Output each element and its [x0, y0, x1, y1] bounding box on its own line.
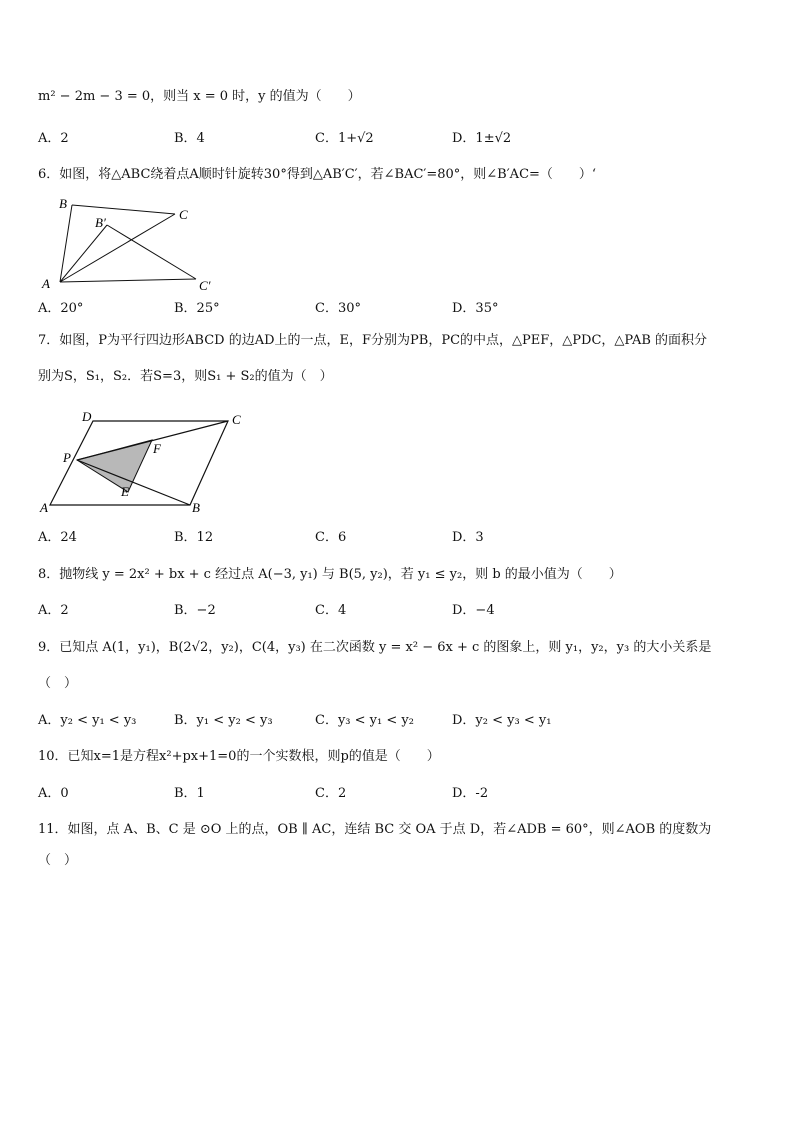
q10-option-d[interactable]: D．-2	[452, 786, 489, 801]
q7-label-a: A	[40, 500, 48, 515]
q7-stem-line1: 7．如图，P为平行四边形ABCD 的边AD上的一点，E，F分别为PB，PC的中点，△PEF，△PDC，△PAB 的面积分	[38, 333, 708, 348]
q6-segment-b1c1	[107, 225, 196, 279]
q10-options	[38, 785, 738, 803]
q7-label-c: C	[232, 412, 241, 427]
q6-segment-ac	[60, 214, 175, 282]
q6-label-b1: B′	[95, 215, 106, 230]
q8-stem: 8．抛物线 y = 2x² + bx + c 经过点 A(−3, y₁) 与 B(5, y₂)，若 y₁ ≤ y₂，则 b 的最小值为（ ）	[38, 567, 622, 582]
q6-label-a: A	[42, 276, 50, 291]
q9-option-b[interactable]: B．y₁ < y₂ < y₃	[174, 713, 273, 728]
q7-option-b[interactable]: B．12	[174, 530, 214, 545]
q10-option-b[interactable]: B．1	[174, 786, 205, 801]
q11-stem-line2: （ ）	[38, 853, 78, 868]
q5-option-d[interactable]: D．1±√2	[452, 131, 512, 146]
q7-stem-line2: 别为S，S₁，S₂．若S=3，则S₁ + S₂的值为（ ）	[38, 369, 333, 384]
q6-figure	[30, 192, 230, 292]
q7-figure	[30, 405, 260, 520]
q9-options	[38, 712, 738, 730]
q11-stem-line1: 11．如图，点 A、B、C 是 ⊙O 上的点，OB ∥ AC，连结 BC 交 OA 于点 D，若∠ADB = 60°，则∠AOB 的度数为	[38, 822, 712, 837]
q9-option-c[interactable]: C．y₃ < y₁ < y₂	[315, 713, 414, 728]
q8-option-c[interactable]: C．4	[315, 603, 347, 618]
q7-options	[38, 529, 738, 547]
q9-stem-line2: （ ）	[38, 676, 78, 691]
q9-option-d[interactable]: D．y₂ < y₃ < y₁	[452, 713, 552, 728]
q6-label-c1: C′	[199, 278, 211, 292]
q10-option-a[interactable]: A．0	[38, 786, 69, 801]
q6-option-b[interactable]: B．25°	[174, 301, 220, 316]
q6-option-a[interactable]: A．20°	[38, 301, 84, 316]
q9-option-a[interactable]: A．y₂ < y₁ < y₃	[38, 713, 137, 728]
q6-label-b: B	[59, 196, 67, 211]
q10-option-c[interactable]: C．2	[315, 786, 347, 801]
q10-stem: 10．已知x=1是方程x²+px+1=0的一个实数根，则p的值是（ ）	[38, 749, 440, 764]
q7-option-a[interactable]: A．24	[38, 530, 77, 545]
q8-options	[38, 602, 738, 620]
q6-segment-ac1	[60, 279, 196, 282]
q6-segment-bc	[72, 205, 175, 214]
q8-option-a[interactable]: A．2	[38, 603, 69, 618]
q6-options	[38, 300, 738, 318]
q7-label-p: P	[63, 450, 71, 465]
q6-stem: 6．如图，将△ABC绕着点A顺时针旋转30°得到△AB′C′，若∠BAC′=80°，则∠B′AC=（ ）‘	[38, 167, 597, 182]
q7-label-d: D	[82, 409, 92, 424]
q6-option-c[interactable]: C．30°	[315, 301, 361, 316]
q5-stem: m² − 2m − 3 = 0，则当 x = 0 时，y 的值为（ ）	[38, 89, 361, 104]
q9-stem-line1: 9．已知点 A(1，y₁)，B(2√2，y₂)，C(4，y₃) 在二次函数 y = x² − 6x + c 的图象上，则 y₁，y₂，y₃ 的大小关系是	[38, 640, 712, 655]
q7-option-d[interactable]: D．3	[452, 530, 484, 545]
q7-label-f: F	[153, 441, 161, 456]
q5-option-c[interactable]: C．1+√2	[315, 131, 374, 146]
q6-segment-ab	[60, 205, 72, 282]
q5-option-b[interactable]: B．4	[174, 131, 205, 146]
q7-option-c[interactable]: C．6	[315, 530, 347, 545]
q8-option-b[interactable]: B．−2	[174, 603, 216, 618]
q6-label-c: C	[179, 207, 188, 222]
q7-shaded-triangle-pef	[77, 440, 152, 492]
q5-options	[38, 130, 738, 148]
q8-option-d[interactable]: D．−4	[452, 603, 495, 618]
q6-option-d[interactable]: D．35°	[452, 301, 499, 316]
q7-label-b: B	[192, 500, 200, 515]
q7-label-e: E	[121, 484, 129, 499]
q5-option-a[interactable]: A．2	[38, 131, 69, 146]
